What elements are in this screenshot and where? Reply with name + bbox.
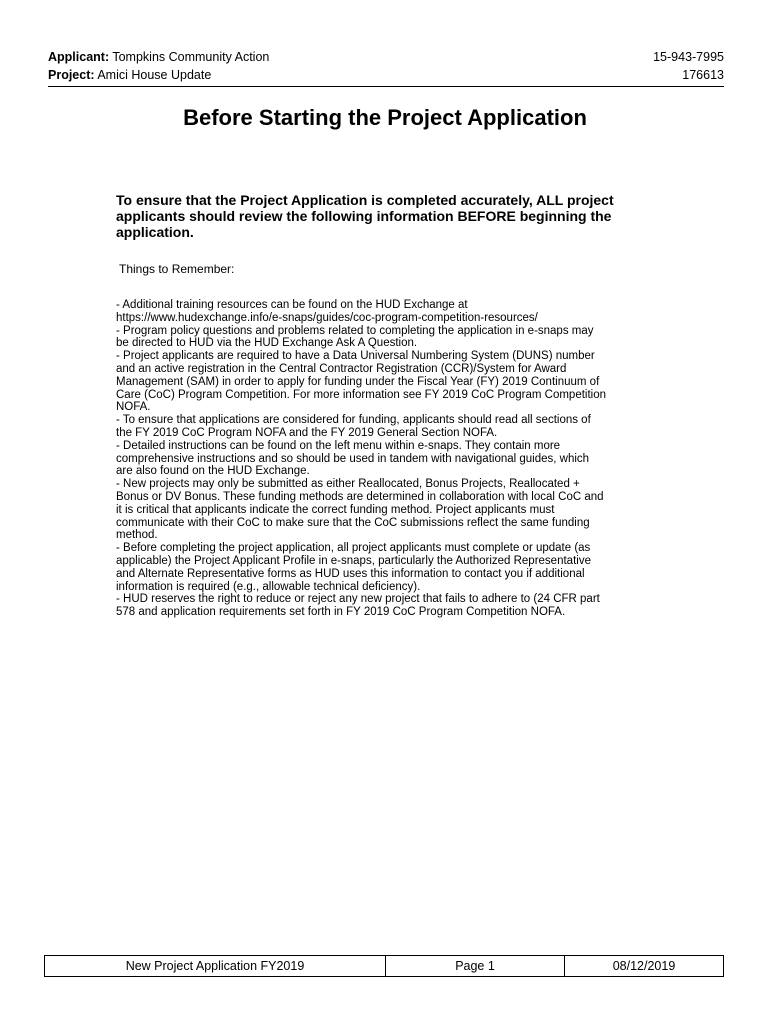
body-line: communicate with their CoC to make sure that the CoC submissions reflect the same funding	[116, 516, 590, 529]
things-to-remember-label: Things to Remember:	[119, 262, 235, 276]
footer-date: 08/12/2019	[612, 959, 676, 973]
body-line: method.	[116, 529, 158, 542]
body-line: Care (CoC) Program Competition. For more information see FY 2019 CoC Program Competition	[116, 388, 607, 401]
body-line: be directed to HUD via the HUD Exchange Ask A Question.	[116, 337, 418, 350]
body-line: comprehensive instructions and so should be used in tandem with navigational guides, which	[116, 452, 590, 465]
body-line: - Detailed instructions can be found on the left menu within e-snaps. They contain more	[116, 439, 561, 452]
intro-text: To ensure that the Project Application is completed accurately, ALL project applicants should review the following information BEFORE beginning the application.	[116, 192, 614, 240]
body-line: - To ensure that applications are considered for funding, applicants should read all sections of	[116, 414, 591, 427]
applicant-field	[48, 48, 269, 66]
header-row-applicant	[48, 48, 724, 66]
header-row-project	[48, 66, 724, 84]
body-line: and Alternate Representative forms as HUD uses this information to contact you if additional	[116, 567, 585, 580]
body-line: 578 and application requirements set forth in FY 2019 CoC Program Competition NOFA.	[116, 606, 566, 619]
footer-form-name: New Project Application FY2019	[45, 956, 386, 976]
body-line: applicable) the Project Applicant Profile in e-snaps, particularly the Authorized Representative	[116, 554, 591, 567]
project-label: Project:	[48, 68, 95, 82]
body-line: the FY 2019 CoC Program NOFA and the FY 2019 General Section NOFA.	[116, 426, 498, 439]
body-line: - New projects may only be submitted as either Reallocated, Bonus Projects, Reallocated +	[116, 478, 580, 491]
body-line: and an active registration in the Central Contractor Registration (CCR)/System for Award	[116, 362, 567, 375]
footer-page-number: Page 1	[386, 956, 565, 976]
body-line: https://www.hudexchange.info/e-snaps/guides/coc-program-competition-resources/	[116, 311, 538, 324]
header-divider	[48, 86, 724, 87]
page-footer	[44, 955, 724, 977]
body-line: are also found on the HUD Exchange.	[116, 465, 310, 478]
id-number: 15-943-7995	[653, 50, 724, 64]
page-title: Before Starting the Project Application	[183, 105, 587, 130]
project-number: 176613	[682, 68, 724, 82]
body-line: it is critical that applicants indicate the correct funding method. Project applicants must	[116, 503, 555, 516]
applicant-label: Applicant:	[48, 50, 110, 64]
body-line: Management (SAM) in order to apply for funding under the Fiscal Year (FY) 2019 Continuum of	[116, 375, 600, 388]
page-header	[48, 48, 724, 84]
body-line: - Program policy questions and problems related to completing the application in e-snaps may	[116, 324, 594, 337]
body-line: Bonus or DV Bonus. These funding methods are determined in collaboration with local CoC and	[116, 490, 604, 503]
project-value: Amici House Update	[97, 68, 212, 82]
body-line: - Additional training resources can be found on the HUD Exchange at	[116, 299, 468, 311]
body-line: NOFA.	[116, 401, 151, 414]
project-field	[48, 66, 211, 84]
body-line: - Before completing the project application, all project applicants must complete or update (as	[116, 542, 591, 555]
body-line: information is required (e.g., allowable technical deficiency).	[116, 580, 421, 593]
body-line: - HUD reserves the right to reduce or reject any new project that fails to adhere to (24 CFR part	[116, 593, 600, 606]
body-line: - Project applicants are required to have a Data Universal Numbering System (DUNS) number	[116, 350, 595, 363]
instructions-body	[116, 299, 656, 619]
applicant-value: Tompkins Community Action	[112, 50, 270, 64]
